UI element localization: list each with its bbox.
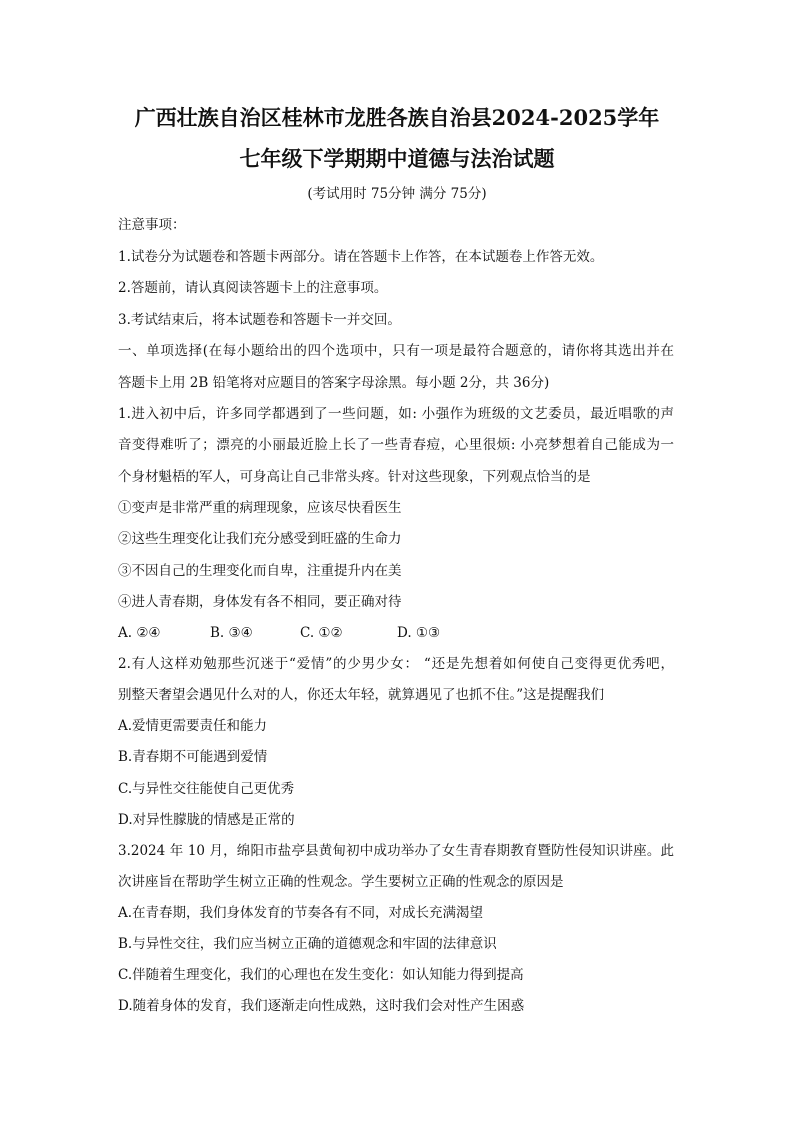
q2-option-a: A.爱情更需要责任和能力 bbox=[118, 718, 268, 734]
title-line-2: 七年级下学期期中道德与法治试题 bbox=[239, 146, 555, 171]
q3-option-a: A.在青春期，我们身体发育的节奏各有不同，对成长充满渴望 bbox=[118, 905, 484, 921]
notice-item-2: 2.答题前，请认真阅读答题卡上的注意事项。 bbox=[118, 280, 388, 296]
q1-option-d: D. ①③ bbox=[397, 625, 441, 641]
q3-option-d: D.随着身体的发育，我们逐渐走向性成熟，这时我们会对性产生困惑 bbox=[118, 998, 525, 1014]
q1-option-b: B. ③④ bbox=[210, 625, 253, 641]
q1-statement-4: ④进人青春期，身体发有各不相同，要正确对待 bbox=[118, 594, 402, 610]
q2-stem-line-2: 别整天奢望会遇见什么对的人，你还太年轻，就算遇见了也抓不住。”这是提醒我们 bbox=[118, 687, 605, 703]
title-line-1: 广西壮族自治区桂林市龙胜各族自治县2024-2025学年 bbox=[134, 105, 660, 130]
q2-stem-line-1: 2.有人这样劝勉那些沉迷于“爱情”的少男少女： “还是先想着如何使自己变得更优秀吧， bbox=[118, 656, 674, 672]
section-heading-line-2: 答题卡上用 2B 铅笔将对应题目的答案字母涂黑。每小题 2分，共 36分) bbox=[118, 375, 550, 391]
q3-option-b: B.与异性交往，我们应当树立正确的道德观念和牢固的法律意识 bbox=[118, 936, 497, 952]
q1-option-c: C. ①② bbox=[300, 625, 343, 641]
q1-statement-1: ①变声是非常严重的病理现象，应该尽快看医生 bbox=[118, 500, 402, 516]
q1-stem-line-1: 1.进入初中后，许多同学都遇到了一些问题，如: 小强作为班级的文艺委员，最近唱歌的声 bbox=[118, 406, 674, 422]
q3-stem-line-1: 3.2024 年 10 月，绵阳市盐亭县黄甸初中成功举办了女生青春期教育暨防性侵知识讲座。此 bbox=[118, 843, 674, 859]
section-heading-line-1: 一、单项选择(在每小题给出的四个选项中，只有一项是最符合题意的，请你将其选出并在 bbox=[118, 343, 674, 359]
q2-option-d: D.对异性朦胧的情感是正常的 bbox=[118, 812, 295, 828]
q3-stem-line-2: 次讲座旨在帮助学生树立正确的性观念。学生要树立正确的性观念的原因是 bbox=[118, 874, 564, 890]
notice-heading: 注意事项： bbox=[118, 217, 186, 233]
q1-statement-3: ③不因自己的生理变化而自卑，注重提升内在美 bbox=[118, 563, 402, 579]
q1-stem-line-2: 音变得难听了；漂亮的小丽最近脸上长了一些青春痘，心里很烦: 小亮梦想着自己能成为一 bbox=[118, 437, 674, 453]
exam-info: (考试用时 75分钟 满分 75分) bbox=[307, 186, 487, 202]
notice-item-1: 1.试卷分为试题卷和答题卡两部分。请在答题卡上作答，在本试题卷上作答无效。 bbox=[118, 249, 604, 265]
q2-option-b: B.青春期不可能遇到爱情 bbox=[118, 749, 268, 765]
q1-option-a: A. ②④ bbox=[118, 625, 161, 641]
notice-item-3: 3.考试结束后，将本试题卷和答题卡一并交回。 bbox=[118, 312, 401, 328]
q3-option-c: C.伴随着生理变化，我们的心理也在发生变化：如认知能力得到提高 bbox=[118, 967, 524, 983]
q1-statement-2: ②这些生理变化让我们充分感受到旺盛的生命力 bbox=[118, 531, 402, 547]
q1-stem-line-3: 个身材魁梧的军人，可身高让自己非常头疼。针对这些现象，下列观点恰当的是 bbox=[118, 469, 591, 485]
q2-option-c: C.与异性交往能使自己更优秀 bbox=[118, 781, 295, 797]
